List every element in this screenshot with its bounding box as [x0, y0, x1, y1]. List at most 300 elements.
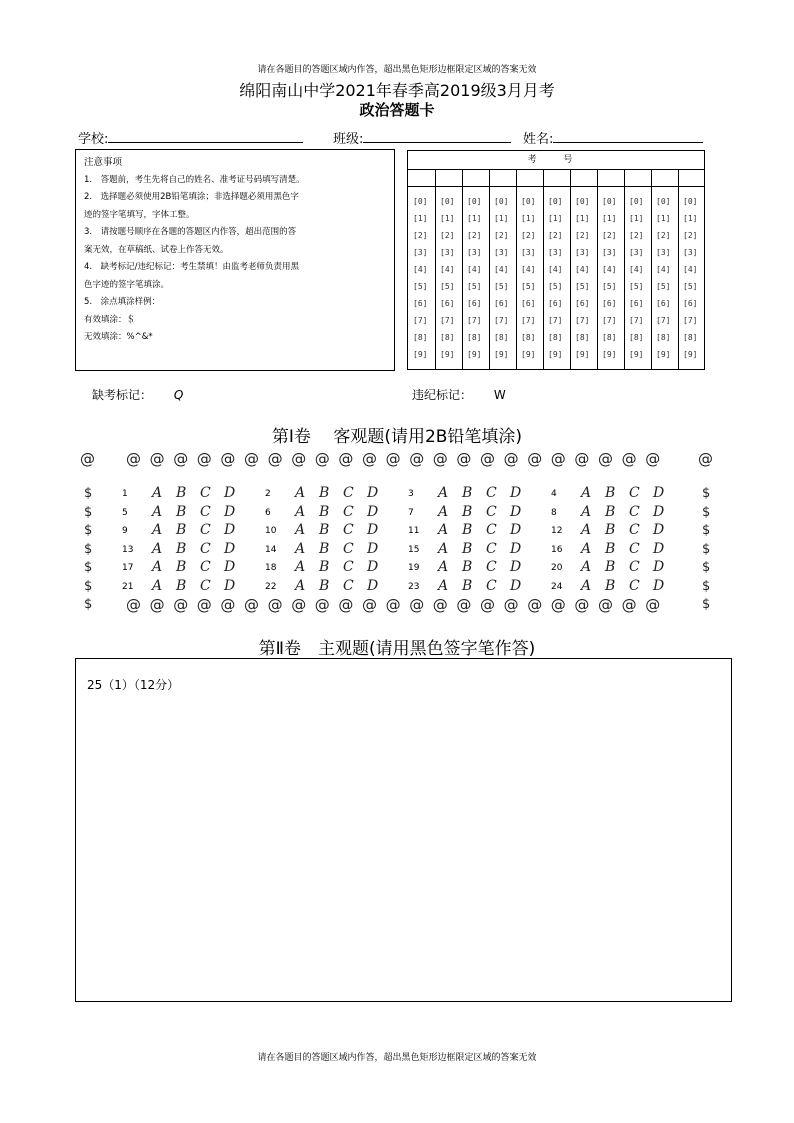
timing-mark: @	[645, 450, 661, 468]
exam-digit-bubble[interactable]: [5]	[656, 282, 671, 291]
question-number: 15	[408, 544, 420, 555]
exam-digit-bubble[interactable]: [7]	[494, 316, 509, 325]
option-bubble[interactable]: C	[486, 485, 497, 501]
exam-digit-bubble[interactable]: [3]	[413, 248, 428, 257]
option-bubble[interactable]: D	[224, 559, 236, 575]
exam-digit-bubble[interactable]: [9]	[521, 350, 536, 359]
timing-mark: @	[267, 596, 283, 614]
class-blank[interactable]	[363, 130, 511, 143]
exam-digit-bubble[interactable]: [6]	[548, 299, 563, 308]
timing-mark: @	[149, 596, 165, 614]
option-bubble[interactable]: D	[510, 503, 522, 520]
exam-digit-bubble[interactable]: [0]	[656, 197, 671, 206]
exam-digit-bubble[interactable]: [9]	[683, 350, 698, 359]
option-bubble[interactable]: D	[224, 485, 236, 501]
option-bubble[interactable]: C	[629, 540, 640, 557]
option-bubble[interactable]: C	[200, 577, 211, 594]
exam-digit-bubble[interactable]: [2]	[683, 231, 698, 240]
option-bubble[interactable]: B	[462, 503, 473, 520]
timing-mark: @	[527, 596, 543, 614]
exam-column-divider	[516, 169, 517, 369]
option-bubble[interactable]: B	[462, 559, 473, 575]
option-bubble[interactable]: D	[510, 540, 522, 557]
timing-mark: @	[645, 596, 661, 614]
option-bubble[interactable]: D	[653, 522, 665, 538]
exam-digit-bubble[interactable]: [3]	[548, 248, 563, 257]
timing-mark: @	[126, 596, 141, 614]
side-mark: $	[84, 504, 93, 520]
option-bubble[interactable]: D	[367, 522, 379, 538]
timing-mark: @	[621, 596, 637, 614]
exam-digit-bubble[interactable]: [4]	[548, 265, 563, 274]
exam-digit-bubble[interactable]: [6]	[521, 299, 536, 308]
exam-digit-bubble[interactable]: [0]	[413, 197, 428, 206]
exam-digit-bubble[interactable]: [6]	[494, 299, 509, 308]
option-bubble[interactable]: A	[438, 540, 449, 557]
option-bubble[interactable]: A	[152, 503, 163, 520]
exam-digit-bubble[interactable]: [0]	[521, 197, 536, 206]
option-bubble[interactable]: C	[486, 540, 497, 557]
option-bubble[interactable]: D	[510, 559, 522, 575]
exam-digit-bubble[interactable]: [8]	[629, 333, 644, 342]
option-bubble[interactable]: C	[200, 540, 211, 557]
exam-digit-bubble[interactable]: [4]	[440, 265, 455, 274]
exam-digit-bubble[interactable]: [7]	[440, 316, 455, 325]
timing-mark: @	[362, 596, 377, 614]
exam-digit-bubble[interactable]: [8]	[467, 333, 482, 342]
side-mark: $	[702, 597, 711, 612]
exam-number-write-row[interactable]	[408, 169, 704, 187]
side-mark: $	[84, 486, 93, 501]
side-mark: $	[702, 541, 711, 557]
option-bubble[interactable]: C	[486, 503, 497, 520]
exam-column-divider	[462, 169, 463, 369]
option-bubble[interactable]: C	[343, 485, 354, 501]
exam-digit-bubble[interactable]: [6]	[683, 299, 698, 308]
exam-digit-bubble[interactable]: [4]	[656, 265, 671, 274]
exam-digit-bubble[interactable]: [0]	[467, 197, 482, 206]
exam-digit-bubble[interactable]: [6]	[413, 299, 428, 308]
exam-digit-bubble[interactable]: [9]	[440, 350, 455, 359]
timing-mark: @	[173, 450, 189, 468]
option-bubble[interactable]: A	[295, 522, 306, 538]
option-bubble[interactable]: B	[319, 522, 330, 538]
exam-digit-bubble[interactable]: [8]	[575, 333, 590, 342]
question-number: 13	[122, 544, 134, 555]
option-bubble[interactable]: B	[319, 559, 330, 575]
violation-bubble[interactable]: W	[493, 388, 506, 402]
timing-mark: @	[80, 450, 95, 468]
exam-digit-bubble[interactable]: [3]	[440, 248, 455, 257]
exam-digit-bubble[interactable]: [1]	[629, 214, 644, 223]
timing-mark: @	[385, 596, 401, 614]
option-bubble[interactable]: A	[295, 485, 306, 501]
timing-mark: @	[314, 450, 330, 468]
exam-digit-bubble[interactable]: [1]	[683, 214, 698, 223]
timing-mark: @	[126, 450, 141, 468]
option-bubble[interactable]: B	[462, 577, 473, 594]
timing-mark: @	[574, 450, 590, 468]
absent-bubble[interactable]: Q	[173, 388, 184, 402]
question-number: 22	[265, 581, 277, 592]
exam-digit-bubble[interactable]: [9]	[548, 350, 563, 359]
exam-digit-bubble[interactable]: [9]	[575, 350, 590, 359]
side-mark: $	[702, 560, 711, 575]
side-mark: $	[702, 504, 711, 520]
question-number: 24	[551, 581, 563, 592]
option-bubble[interactable]: B	[462, 522, 473, 538]
exam-digit-bubble[interactable]: [0]	[602, 197, 617, 206]
exam-digit-bubble[interactable]: [3]	[521, 248, 536, 257]
option-bubble[interactable]: D	[224, 577, 236, 594]
exam-digit-bubble[interactable]: [1]	[548, 214, 563, 223]
exam-digit-bubble[interactable]: [1]	[467, 214, 482, 223]
option-bubble[interactable]: B	[176, 485, 187, 501]
side-mark: $	[84, 597, 93, 612]
exam-digit-bubble[interactable]: [5]	[467, 282, 482, 291]
class-label: 班级:	[333, 132, 364, 147]
exam-digit-bubble[interactable]: [7]	[521, 316, 536, 325]
option-bubble[interactable]: B	[176, 522, 187, 538]
exam-digit-bubble[interactable]: [7]	[683, 316, 698, 325]
option-bubble[interactable]: D	[510, 522, 522, 538]
class-field[interactable]	[333, 128, 511, 147]
exam-digit-bubble[interactable]: [2]	[413, 231, 428, 240]
exam-digit-bubble[interactable]: [2]	[548, 231, 563, 240]
option-bubble[interactable]: D	[653, 577, 665, 594]
violation-label: 违纪标记：	[412, 388, 473, 402]
exam-digit-bubble[interactable]: [0]	[683, 197, 698, 206]
option-bubble[interactable]: C	[200, 503, 211, 520]
option-bubble[interactable]: A	[581, 559, 592, 575]
timing-mark: @	[267, 450, 283, 468]
option-bubble[interactable]: A	[438, 485, 449, 501]
option-bubble[interactable]: D	[510, 577, 522, 594]
exam-digit-bubble[interactable]: [2]	[602, 231, 617, 240]
option-bubble[interactable]: C	[629, 503, 640, 520]
option-bubble[interactable]: B	[319, 503, 330, 520]
timing-mark: @	[621, 450, 637, 468]
exam-digit-bubble[interactable]: [5]	[602, 282, 617, 291]
option-bubble[interactable]: B	[176, 503, 187, 520]
exam-digit-bubble[interactable]: [8]	[683, 333, 698, 342]
timing-mark: @	[338, 450, 354, 468]
option-bubble[interactable]: C	[200, 485, 211, 501]
timing-mark: @	[550, 450, 566, 468]
exam-digit-bubble[interactable]: [5]	[413, 282, 428, 291]
question-number: 19	[408, 563, 420, 573]
exam-digit-bubble[interactable]: [0]	[494, 197, 509, 206]
option-bubble[interactable]: B	[319, 540, 330, 557]
option-bubble[interactable]: A	[438, 577, 449, 594]
exam-digit-bubble[interactable]: [1]	[494, 214, 509, 223]
question-number: 17	[122, 563, 134, 573]
option-bubble[interactable]: C	[629, 577, 640, 594]
timing-mark: @	[244, 596, 259, 614]
exam-digit-bubble[interactable]: [3]	[629, 248, 644, 257]
exam-column-divider	[435, 169, 436, 369]
name-field[interactable]	[523, 128, 703, 147]
exam-digit-bubble[interactable]: [0]	[548, 197, 563, 206]
exam-digit-bubble[interactable]: [7]	[548, 316, 563, 325]
option-bubble[interactable]: D	[224, 540, 236, 557]
exam-digit-bubble[interactable]: [2]	[575, 231, 590, 240]
option-bubble[interactable]: A	[295, 559, 306, 575]
option-bubble[interactable]: B	[605, 540, 616, 557]
exam-digit-bubble[interactable]: [1]	[656, 214, 671, 223]
exam-digit-bubble[interactable]: [3]	[683, 248, 698, 257]
timing-mark: @	[196, 450, 212, 468]
name-blank[interactable]	[553, 130, 703, 143]
option-bubble[interactable]: B	[462, 540, 473, 557]
exam-digit-bubble[interactable]: [5]	[683, 282, 698, 291]
exam-digit-bubble[interactable]: [1]	[602, 214, 617, 223]
exam-digit-bubble[interactable]: [4]	[521, 265, 536, 274]
option-bubble[interactable]: A	[295, 577, 306, 594]
exam-digit-bubble[interactable]: [7]	[602, 316, 617, 325]
exam-number-title: 考 号	[408, 151, 704, 170]
timing-mark: @	[527, 450, 543, 468]
option-bubble[interactable]: D	[653, 503, 665, 520]
option-bubble[interactable]: C	[343, 522, 354, 538]
timing-mark: @	[149, 450, 165, 468]
option-bubble[interactable]: A	[581, 540, 592, 557]
exam-digit-bubble[interactable]: [2]	[440, 231, 455, 240]
exam-digit-bubble[interactable]: [5]	[494, 282, 509, 291]
exam-digit-bubble[interactable]: [4]	[629, 265, 644, 274]
notes-line: 4. 缺考标记/违纪标记：考生禁填！由监考老师负责用黑	[84, 262, 299, 272]
exam-digit-bubble[interactable]: [9]	[413, 350, 428, 359]
timing-mark: @	[480, 450, 495, 468]
timing-mark: @	[503, 450, 519, 468]
option-bubble[interactable]: D	[510, 485, 522, 501]
exam-digit-bubble[interactable]: [4]	[494, 265, 509, 274]
exam-column-divider	[678, 169, 679, 369]
exam-digit-bubble[interactable]: [1]	[521, 214, 536, 223]
exam-digit-bubble[interactable]: [3]	[467, 248, 482, 257]
exam-digit-bubble[interactable]: [8]	[413, 333, 428, 342]
timing-mark: @	[480, 596, 495, 614]
side-mark: $	[84, 578, 93, 594]
option-bubble[interactable]: C	[343, 540, 354, 557]
exam-digit-bubble[interactable]: [8]	[548, 333, 563, 342]
exam-digit-bubble[interactable]: [9]	[629, 350, 644, 359]
exam-digit-bubble[interactable]: [5]	[548, 282, 563, 291]
exam-digit-bubble[interactable]: [4]	[575, 265, 590, 274]
question-number: 6	[265, 507, 271, 518]
exam-digit-bubble[interactable]: [5]	[521, 282, 536, 291]
exam-digit-bubble[interactable]: [5]	[575, 282, 590, 291]
option-bubble[interactable]: C	[343, 503, 354, 520]
option-bubble[interactable]: C	[486, 577, 497, 594]
option-bubble[interactable]: C	[200, 559, 211, 575]
exam-digit-bubble[interactable]: [4]	[467, 265, 482, 274]
option-bubble[interactable]: B	[176, 559, 187, 575]
option-bubble[interactable]: A	[438, 522, 449, 538]
timing-mark: @	[220, 450, 236, 468]
option-bubble[interactable]: C	[486, 522, 497, 538]
valid-example: 有效填涂：＄	[84, 314, 136, 325]
question-number: 5	[122, 507, 128, 518]
option-bubble[interactable]: C	[629, 559, 640, 575]
exam-digit-bubble[interactable]: [4]	[413, 265, 428, 274]
exam-digit-bubble[interactable]: [9]	[656, 350, 671, 359]
timing-mark: @	[598, 596, 613, 614]
option-bubble[interactable]: B	[605, 485, 616, 501]
option-bubble[interactable]: C	[200, 522, 211, 538]
violation-mark	[412, 386, 506, 403]
option-bubble[interactable]: B	[605, 522, 616, 538]
school-field[interactable]	[78, 128, 303, 147]
question-number: 7	[408, 507, 414, 518]
option-bubble[interactable]: A	[295, 540, 306, 557]
side-mark: $	[84, 560, 93, 575]
exam-digit-bubble[interactable]: [3]	[575, 248, 590, 257]
option-bubble[interactable]: D	[367, 559, 379, 575]
exam-digit-bubble[interactable]: [4]	[683, 265, 698, 274]
option-bubble[interactable]: B	[462, 485, 473, 501]
notes-box	[75, 149, 395, 371]
question-number: 1	[122, 489, 128, 499]
side-mark: $	[702, 578, 711, 594]
option-bubble[interactable]: D	[367, 503, 379, 520]
option-bubble[interactable]: D	[653, 485, 665, 501]
timing-mark: @	[432, 596, 448, 614]
exam-digit-bubble[interactable]: [6]	[629, 299, 644, 308]
timing-mark: @	[291, 450, 307, 468]
option-bubble[interactable]: B	[319, 577, 330, 594]
exam-digit-bubble[interactable]: [3]	[494, 248, 509, 257]
option-bubble[interactable]: D	[653, 559, 665, 575]
side-mark: $	[84, 541, 93, 557]
section-2-title: 第Ⅱ卷 主观题(请用黑色签字笔作答)	[258, 639, 536, 659]
exam-digit-bubble[interactable]: [6]	[440, 299, 455, 308]
option-bubble[interactable]: A	[581, 577, 592, 594]
timing-mark: @	[409, 450, 425, 468]
option-bubble[interactable]: C	[629, 522, 640, 538]
exam-digit-bubble[interactable]: [3]	[602, 248, 617, 257]
option-bubble[interactable]: B	[319, 485, 330, 501]
notes-line: 1. 答题前，考生先将自己的姓名、准考证号码填写清楚。	[84, 174, 305, 185]
option-bubble[interactable]: A	[152, 522, 163, 538]
exam-digit-bubble[interactable]: [2]	[494, 231, 509, 240]
exam-digit-bubble[interactable]: [2]	[521, 231, 536, 240]
exam-digit-bubble[interactable]: [0]	[575, 197, 590, 206]
option-bubble[interactable]: B	[605, 577, 616, 594]
option-bubble[interactable]: A	[152, 485, 163, 501]
option-bubble[interactable]: A	[581, 522, 592, 538]
option-bubble[interactable]: C	[343, 559, 354, 575]
card-subtitle: 政治答题卡	[359, 101, 435, 119]
exam-digit-bubble[interactable]: [2]	[629, 231, 644, 240]
option-bubble[interactable]: A	[581, 503, 592, 520]
section-1-title: 第Ⅰ卷 客观题(请用2B铅笔填涂)	[271, 427, 523, 447]
question-number: 21	[122, 581, 134, 592]
timing-mark: @	[503, 596, 519, 614]
exam-digit-bubble[interactable]: [6]	[467, 299, 482, 308]
option-bubble[interactable]: D	[653, 540, 665, 557]
question-number: 9	[122, 526, 128, 536]
option-bubble[interactable]: A	[438, 559, 449, 575]
option-bubble[interactable]: B	[605, 503, 616, 520]
school-blank[interactable]	[108, 130, 303, 143]
exam-digit-bubble[interactable]: [7]	[656, 316, 671, 325]
exam-digit-bubble[interactable]: [9]	[467, 350, 482, 359]
notes-line: 2. 选择题必须使用2B铅笔填涂；非选择题必须用黑色字	[84, 192, 299, 202]
exam-digit-bubble[interactable]: [1]	[440, 214, 455, 223]
exam-digit-bubble[interactable]: [8]	[602, 333, 617, 342]
exam-digit-bubble[interactable]: [6]	[656, 299, 671, 308]
exam-digit-bubble[interactable]: [1]	[413, 214, 428, 223]
option-bubble[interactable]: B	[176, 577, 187, 594]
exam-digit-bubble[interactable]: [7]	[467, 316, 482, 325]
question-number: 16	[551, 544, 563, 555]
exam-digit-bubble[interactable]: [8]	[440, 333, 455, 342]
exam-digit-bubble[interactable]: [7]	[413, 316, 428, 325]
option-bubble[interactable]: A	[152, 577, 163, 594]
exam-digit-bubble[interactable]: [7]	[629, 316, 644, 325]
question-number: 23	[408, 581, 420, 592]
option-bubble[interactable]: D	[224, 503, 236, 520]
timing-mark: @	[291, 596, 307, 614]
exam-digit-bubble[interactable]: [8]	[494, 333, 509, 342]
exam-digit-bubble[interactable]: [6]	[575, 299, 590, 308]
option-bubble[interactable]: A	[152, 540, 163, 557]
option-bubble[interactable]: A	[581, 485, 592, 501]
exam-digit-bubble[interactable]: [2]	[656, 231, 671, 240]
option-bubble[interactable]: C	[486, 559, 497, 575]
top-warning: 请在各题目的答题区域内作答，超出黑色矩形边框限定区域的答案无效	[257, 65, 537, 75]
exam-column-divider	[651, 169, 652, 369]
option-bubble[interactable]: D	[367, 485, 379, 501]
exam-column-divider	[489, 169, 490, 369]
question-number: 14	[265, 544, 277, 555]
option-bubble[interactable]: B	[605, 559, 616, 575]
exam-digit-bubble[interactable]: [3]	[656, 248, 671, 257]
exam-digit-bubble[interactable]: [2]	[467, 231, 482, 240]
option-bubble[interactable]: A	[152, 559, 163, 575]
exam-digit-bubble[interactable]: [9]	[494, 350, 509, 359]
exam-digit-bubble[interactable]: [9]	[602, 350, 617, 359]
exam-digit-bubble[interactable]: [6]	[602, 299, 617, 308]
option-bubble[interactable]: A	[438, 503, 449, 520]
timing-mark: @	[173, 596, 189, 614]
notes-line: 色字迹的签字笔填涂。	[84, 279, 170, 290]
timing-mark: @	[698, 450, 713, 468]
option-bubble[interactable]: C	[629, 485, 640, 501]
option-bubble[interactable]: B	[176, 540, 187, 557]
exam-digit-bubble[interactable]: [1]	[575, 214, 590, 223]
answer-box-25[interactable]	[75, 658, 732, 1002]
notes-line: 案无效，在草稿纸、试卷上作答无效。	[84, 244, 229, 255]
option-bubble[interactable]: A	[295, 503, 306, 520]
exam-digit-bubble[interactable]: [0]	[440, 197, 455, 206]
exam-digit-bubble[interactable]: [7]	[575, 316, 590, 325]
timing-mark: @	[598, 450, 613, 468]
exam-digit-bubble[interactable]: [5]	[629, 282, 644, 291]
bottom-warning: 请在各题目的答题区域内作答，超出黑色矩形边框限定区域的答案无效	[257, 1053, 537, 1063]
option-bubble[interactable]: D	[224, 522, 236, 538]
option-bubble[interactable]: D	[367, 540, 379, 557]
exam-digit-bubble[interactable]: [4]	[602, 265, 617, 274]
exam-digit-bubble[interactable]: [0]	[629, 197, 644, 206]
exam-number-grid	[407, 150, 705, 370]
exam-digit-bubble[interactable]: [5]	[440, 282, 455, 291]
option-bubble[interactable]: C	[343, 577, 354, 594]
exam-digit-bubble[interactable]: [8]	[521, 333, 536, 342]
option-bubble[interactable]: D	[367, 577, 379, 594]
exam-digit-bubble[interactable]: [8]	[656, 333, 671, 342]
